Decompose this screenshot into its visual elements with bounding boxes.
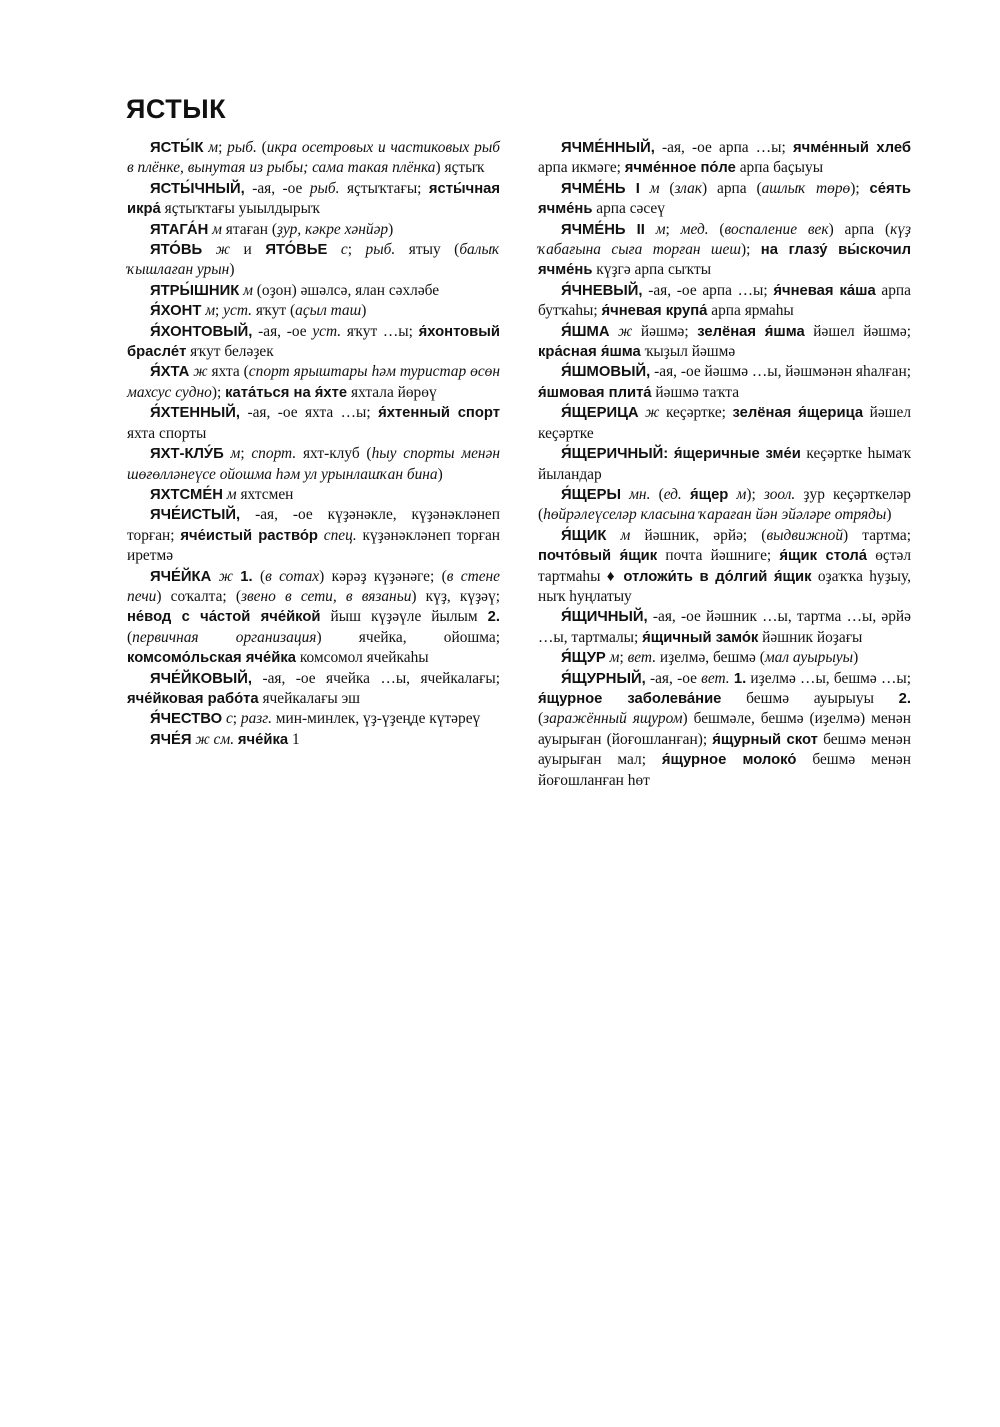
gloss-text: арпа сәсеү <box>592 200 665 218</box>
headword-text: ЯТАГА́Н <box>150 221 209 238</box>
gloss-text: яхт-клуб ( <box>296 445 372 463</box>
gloss-text: -ая, -ое <box>252 322 313 340</box>
gloss-text: өҫтәл тартмаһы ♦ <box>538 547 911 585</box>
headword-text: кра́сная я́шма <box>538 344 641 361</box>
dictionary-entry <box>538 485 911 526</box>
headword-text: ЯЧМЕ́НЬ I <box>561 180 640 197</box>
gloss-text: ) <box>853 649 859 667</box>
gloss-text: -ая, -ое яхта …ы; <box>240 404 379 422</box>
gloss-text: ; <box>215 302 224 320</box>
dictionary-entry <box>538 403 911 444</box>
gloss-text: ( <box>650 485 664 503</box>
gloss-text: йыш күҙәүле йылым <box>320 608 488 626</box>
gloss-text: ( <box>256 139 267 156</box>
dictionary-entry <box>127 179 500 220</box>
gloss-text: яхта ( <box>207 363 249 381</box>
gloss-text: -ая, -ое арпа …ы; <box>654 139 793 156</box>
headword-text: Я́ЩЕРИЧНЫЙ: <box>561 446 669 463</box>
gloss-text: йәшел йәшмә; <box>804 322 911 340</box>
headword-text: ячме́нный хлеб <box>792 140 912 156</box>
gloss-text: ( <box>659 179 675 197</box>
headword-text: яче́истый раство́р <box>180 527 318 544</box>
gloss-text: -ая, -ое арпа …ы; <box>642 281 774 299</box>
gloss-text: арпа ярмаһы <box>707 302 794 320</box>
gloss-text: арпа баҫыуы <box>735 159 824 177</box>
gloss-text: ( <box>538 710 544 728</box>
headword-text: ячме́нное по́ле <box>624 160 736 177</box>
headword-text: ЯЧЕ́ЙКА <box>150 568 212 585</box>
dictionary-entry <box>127 301 500 321</box>
gloss-text: -ая, -ое <box>645 669 702 687</box>
headword-text: я́щурное молоко́ <box>661 752 797 769</box>
label-text: м <box>223 445 241 463</box>
label-text: ж <box>211 567 233 585</box>
headword-text: комсомо́льская яче́йка <box>127 650 296 667</box>
dictionary-entry <box>127 444 500 485</box>
headword-text: Я́ЧНЕВЫЙ, <box>561 282 643 299</box>
headword-text: я́чневая крупа́ <box>601 303 708 320</box>
headword-text: Я́ШМОВЫЙ, <box>561 364 651 381</box>
headword-text: 1. <box>240 568 253 585</box>
label-text: зоол. <box>763 485 796 503</box>
label-text: м <box>203 139 219 156</box>
dictionary-entry <box>127 220 500 240</box>
label-text: һөйрәлеүселәр класына ҡараған йән эйәләре отряды <box>543 506 887 524</box>
label-text: с <box>222 710 233 728</box>
label-text: спец. <box>317 526 357 544</box>
gloss-text: ) тартма; <box>843 526 911 544</box>
gloss-text: ятаған ( <box>221 220 277 238</box>
dictionary-entry <box>127 281 500 301</box>
label-text: разг. <box>240 710 272 728</box>
dictionary-entry <box>538 281 911 322</box>
headword-text: Я́ЩИК <box>561 527 607 544</box>
headword-text: ЯТРЫ́ШНИК <box>150 282 240 299</box>
label-text: балыҡ ҡышлаған урын <box>127 241 500 279</box>
headword-text: ясты́чная икра́ <box>127 180 501 218</box>
gloss-text: ) <box>437 465 443 483</box>
headword-text: Я́ЩУРНЫЙ, <box>561 670 646 687</box>
gloss-text: ); <box>741 241 761 259</box>
headword-text: Я́ЧЕСТВО <box>150 711 223 728</box>
dictionary-entry <box>127 138 500 179</box>
label-text: мн. <box>620 485 651 503</box>
gloss-text: бешмә менән ауырыған мал; <box>538 730 911 769</box>
label-text: м <box>644 220 666 238</box>
gloss-text: ); <box>850 179 870 197</box>
label-text: уст. <box>312 322 342 340</box>
gloss-text: бешмә менән йоғошланған һөт <box>538 751 911 789</box>
dictionary-entry <box>127 709 500 729</box>
headword-text: я́щурный скот <box>712 731 818 748</box>
gloss-text: (оҙон) әшәлсә, ялан сәхләбе <box>252 281 440 299</box>
label-text: аҫыл таш <box>295 302 362 320</box>
label-text: рыб. <box>309 179 340 197</box>
dictionary-entry <box>538 220 911 281</box>
headword-text: ЯЧЕ́Я <box>150 731 192 748</box>
gloss-text: ; <box>218 139 228 156</box>
headword-text: Я́ХОНТОВЫЙ, <box>150 323 253 340</box>
dictionary-entry <box>127 403 500 444</box>
gloss-text: ) <box>229 261 235 279</box>
running-head: ЯСТЫК <box>126 94 227 124</box>
dictionary-entry <box>538 179 911 220</box>
gloss-text: яҡут …ы; <box>341 322 419 340</box>
headword-text: ЯЧЕ́ИСТЫЙ, <box>150 507 241 524</box>
headword-text: ЯХТСМЕ́Н <box>150 486 223 503</box>
gloss-text: -ая, -ое күҙәнәкле, күҙәнәкләнеп торған; <box>127 506 500 544</box>
gloss-text: иҙелмә, бешмә ( <box>656 649 765 667</box>
label-text: мал ауырыуы <box>764 649 854 667</box>
label-text: рыб. <box>227 139 257 156</box>
label-text: м <box>639 179 660 197</box>
headword-text: я́щичный замо́к <box>642 629 759 646</box>
dictionary-entry <box>127 505 500 566</box>
label-text: һыу спорты менән шөғөлләнеүсе ойошма һәм ул урынлашҡан бина <box>127 445 501 483</box>
headword-text: Я́ЩИЧНЫЙ, <box>561 609 648 626</box>
gloss-text: яхтсмен <box>236 485 294 503</box>
label-text: м <box>728 485 747 503</box>
gloss-text: мин-минлек, үҙ-үҙеңде күтәреү <box>271 710 481 728</box>
label-text: первичная организация <box>132 628 317 646</box>
dictionary-entry <box>127 362 500 403</box>
dictionary-entry <box>538 138 911 179</box>
gloss-text: ) <box>388 220 394 238</box>
gloss-text: күҙәнәкләнеп торған иретмә <box>127 526 501 565</box>
label-text: м <box>605 649 620 667</box>
label-text: вет. <box>627 649 657 667</box>
label-text: ҙур, кәкре хәнйәр <box>276 220 389 238</box>
headword-text: ЯХТ-КЛУ́Б <box>150 446 224 463</box>
label-text: күҙ ҡабағына сыға торған шеш <box>538 220 912 259</box>
label-text: уст. <box>223 302 252 320</box>
label-text: вет. <box>701 669 730 687</box>
gloss-text: йәшмә; <box>632 322 698 340</box>
gloss-text: ; <box>619 649 628 667</box>
headword-text: Я́ШМА <box>561 323 610 340</box>
dictionary-entry <box>538 362 911 403</box>
headword-text: я́щер <box>689 486 729 503</box>
headword-text: Я́ХОНТ <box>150 303 202 320</box>
gloss-text: ( <box>708 220 725 238</box>
label-text: ед. <box>663 485 682 503</box>
label-text: ж см. <box>191 730 235 748</box>
gloss-text: -ая, -ое йәшмә …ы, йәшмәнән яһалған; <box>650 363 912 381</box>
gloss-text: ) соҡалта; ( <box>156 587 241 605</box>
label-text: м <box>201 302 216 320</box>
dictionary-entry <box>127 485 500 505</box>
headword-text: я́чневая ка́ша <box>773 282 876 299</box>
gloss-text: иҙелмә …ы, бешмә …ы; <box>746 669 911 687</box>
gloss-text: ( <box>127 628 133 646</box>
gloss-text: ; <box>665 220 681 238</box>
dictionary-entry <box>127 730 500 750</box>
gloss-text: ) күҙ, күҙәү; <box>411 587 500 605</box>
gloss-text: -ая, -ое йәшник …ы, тартма …ы, әрйә …ы, тартмалы; <box>538 608 911 646</box>
gloss-text: ) арпа ( <box>701 179 762 197</box>
label-text: спорт ярыштары һәм туристар өсөн махсус судно <box>127 363 500 401</box>
label-text: ж <box>202 241 230 259</box>
headword-text: Я́ХТЕННЫЙ, <box>150 405 241 422</box>
label-text: в стене печи <box>127 567 500 605</box>
gloss-text: ) ячейка, ойошма; <box>316 628 500 646</box>
headword-text: ЯСТЫ́ЧНЫЙ, <box>150 180 245 197</box>
gloss-text: күҙгә арпа сыҡты <box>592 261 712 279</box>
headword-text: Я́ХТА <box>150 364 190 381</box>
headword-text: я́хтенный спорт <box>378 405 500 422</box>
gloss-text: -ая, -ое ячейка …ы, ячейкалағы; <box>252 669 500 687</box>
label-text: в сотах <box>265 567 320 585</box>
headword-text: зелёная я́шма <box>697 323 805 340</box>
headword-text: Я́ЩУР <box>561 650 606 667</box>
dictionary-entry <box>127 240 500 281</box>
gloss-text: кеҫәртке; <box>659 404 733 422</box>
gloss-text: ) яҫтыҡ <box>435 159 485 177</box>
gloss-text: и <box>230 241 266 259</box>
label-text: звено в сети, в вязаньи <box>240 587 412 605</box>
headword-text: я́хонтовый брасле́т <box>127 323 501 361</box>
dictionary-entry <box>127 669 500 710</box>
gloss-text: арпа бутҡаһы; <box>538 281 912 320</box>
gloss-text: яҡут ( <box>251 302 296 320</box>
gloss-text: ) кәрәҙ күҙәнәге; ( <box>319 567 447 585</box>
gloss-text <box>682 486 690 503</box>
headword-text: на глазу́ вы́скочил ячме́нь <box>538 242 911 279</box>
dictionary-column-left <box>127 138 500 750</box>
gloss-text: ячейкалағы эш <box>258 689 361 707</box>
gloss-text: яхтала йөрөү <box>347 383 437 401</box>
gloss-text: яхта спорты <box>127 424 207 442</box>
label-text: воспаление век <box>724 220 829 238</box>
headword-text: ЯЧЕ́ЙКОВЫЙ, <box>150 670 252 687</box>
gloss-text: ) бешмәле, бешмә (иҙелмә) менән ауырыған (йоғошланған); <box>538 710 911 748</box>
headword-text: яче́йковая рабо́та <box>127 690 259 707</box>
dictionary-entry <box>538 322 911 363</box>
headword-text: ЯЧМЕ́ННЫЙ, <box>561 140 655 156</box>
gloss-text: йәшел кеҫәртке <box>538 404 912 442</box>
headword-text: не́вод с ча́стой яче́йкой <box>127 609 321 626</box>
gloss-text: кеҫәртке һымаҡ йыландар <box>538 445 911 483</box>
label-text: ж <box>189 363 208 381</box>
headword-text: я́шмовая плита́ <box>538 384 652 401</box>
gloss-text: ҙур кеҫәрткеләр ( <box>538 485 911 524</box>
gloss-text: йәшмә таҡта <box>651 383 740 401</box>
gloss-text: комсомол ячейкаһы <box>295 649 429 667</box>
gloss-text: оҙаҡҡа һуҙыу, ныҡ һуңлатыу <box>538 567 911 605</box>
dictionary-entry <box>538 669 911 791</box>
headword-text: ЯСТЫ́К <box>150 140 204 156</box>
gloss-text: ) арпа ( <box>828 220 891 238</box>
label-text: ж <box>638 404 660 422</box>
headword-text: 1. <box>733 670 747 687</box>
dictionary-entry <box>538 648 911 668</box>
headword-text: 2. <box>898 690 911 707</box>
gloss-text: ; <box>240 445 252 463</box>
dictionary-entry <box>538 607 911 648</box>
headword-text: зелёная я́щерица <box>732 405 864 422</box>
headword-text: се́ять ячме́нь <box>538 180 911 218</box>
dictionary-entry <box>538 444 911 485</box>
gloss-text: яҫтыҡтағы; <box>339 179 429 197</box>
label-text: м <box>222 485 237 503</box>
label-text: икра осетровых и частиковых рыб в плёнке, вынутая из рыбы; сама такая плёнка <box>127 139 501 177</box>
headword-text: ката́ться на я́хте <box>225 384 348 401</box>
gloss-text: арпа икмәге; <box>538 159 625 177</box>
label-text: м <box>606 526 631 544</box>
gloss-text: ; <box>347 241 366 259</box>
dictionary-column-right <box>538 138 911 791</box>
headword-text: ЯЧМЕ́НЬ II <box>561 221 645 238</box>
headword-text: ЯТО́ВЬ <box>150 242 203 259</box>
headword-text: почто́вый я́щик <box>538 548 658 565</box>
gloss-text: -ая, -ое <box>244 179 310 197</box>
gloss-text: 1 <box>288 730 300 748</box>
headword-text: ЯТО́ВЬЕ <box>265 242 328 259</box>
gloss-text: ятыу ( <box>395 241 460 259</box>
gloss-text: ); <box>211 383 226 401</box>
gloss-text: ҡыҙыл йәшмә <box>640 343 736 361</box>
headword-text: отложи́ть в до́лгий я́щик <box>623 568 812 585</box>
gloss-text: йәшник, әрйә; ( <box>630 526 767 544</box>
gloss-text: ) <box>361 302 367 320</box>
gloss-text: ) <box>886 506 892 524</box>
dictionary-entry <box>538 526 911 608</box>
gloss-text: яҡут беләҙек <box>186 343 274 361</box>
headword-text: Я́ЩЕРИЦА <box>561 405 639 422</box>
gloss-text: бешмә ауырыуы <box>721 689 899 707</box>
label-text: заражённый ящуром <box>543 710 683 728</box>
dictionary-entry <box>127 567 500 669</box>
headword-text: яче́йка <box>237 731 289 748</box>
label-text: ашлыҡ төрө <box>761 179 851 197</box>
headword-text: 2. <box>487 609 500 626</box>
headword-text: я́щик стола́ <box>779 548 868 565</box>
label-text: злак <box>674 179 702 197</box>
gloss-text: йәшник йоҙағы <box>758 628 863 646</box>
label-text: рыб. <box>365 241 396 259</box>
headword-text: я́щеричные зме́и <box>673 446 801 463</box>
label-text: с <box>327 241 348 259</box>
gloss-text: почта йәшниге; <box>657 547 780 565</box>
gloss-text: ; <box>232 710 241 728</box>
gloss-text: ); <box>746 485 764 503</box>
headword-text: Я́ЩЕРЫ <box>561 486 621 503</box>
label-text: ж <box>609 322 633 340</box>
gloss-text: ( <box>252 567 266 585</box>
dictionary-entry <box>127 322 500 363</box>
label-text: мед. <box>680 220 709 238</box>
label-text: спорт. <box>251 445 297 463</box>
gloss-text: яҫтыҡтағы уыылдырыҡ <box>160 200 320 218</box>
headword-text: я́щурное заболева́ние <box>538 690 722 707</box>
label-text: м <box>208 220 222 238</box>
label-text: выдвижной <box>766 526 844 544</box>
label-text: м <box>239 281 253 299</box>
